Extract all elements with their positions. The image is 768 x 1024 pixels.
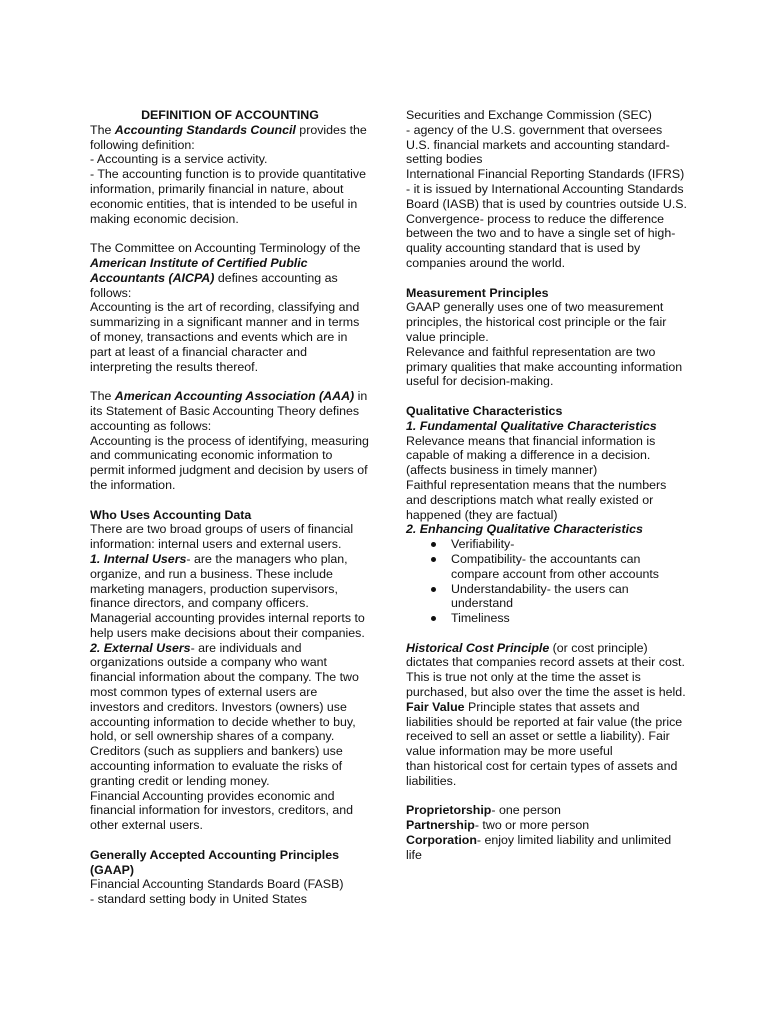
- measurement-heading: Measurement Principles: [406, 285, 549, 300]
- creditors: Creditors (such as suppliers and bankers) use accounting information to evaluate the risks of granting credit or lending money.: [90, 744, 343, 788]
- enhancing-list: [406, 537, 688, 626]
- list-item: Compatibility- the accountants can compare account from other accounts: [451, 552, 688, 582]
- spacer: [90, 833, 370, 848]
- spacer: [406, 626, 688, 641]
- list-item: Timeliness: [451, 611, 688, 626]
- gaap-heading: Generally Accepted Accounting Principles (GAAP): [90, 847, 340, 877]
- spacer: [406, 389, 688, 404]
- managerial-accounting: Managerial accounting provides internal reports to help users make decisions about their companies.: [90, 611, 365, 640]
- internal-users: 1. Internal Users- are the managers who plan, organize, and run a business. These include marketing managers, production supervisors, finance directors, and company officers.: [90, 551, 348, 611]
- spacer: [406, 789, 688, 804]
- sec-description: - agency of the U.S. government that oversees U.S. financial markets and accounting standard-setting bodies: [406, 122, 670, 167]
- fair-value: Fair Value Principle states that assets and liabilities should be reported at fair value (the price received to sell an asset or settle a liability). Fair value information may be more useful: [406, 699, 683, 759]
- bullet-icon: [431, 616, 436, 621]
- corporation: Corporation- enjoy limited liability and unlimited life: [406, 833, 672, 862]
- aicpa-definition-intro: The Committee on Accounting Terminology of the American Institute of Certified Public Accountants (AICPA) defines accounting as follows:: [90, 241, 361, 300]
- list-item: Verifiability-: [451, 537, 688, 552]
- internal-users-label: 1. Internal Users: [90, 551, 187, 566]
- aicpa-name: American Institute of Certified Public Accountants (AICPA): [90, 255, 308, 285]
- list-item: Understandability- the users can understand: [451, 582, 688, 612]
- fair-value-continued: than historical cost for certain types of assets and liabilities.: [406, 759, 678, 788]
- asc-point-1: - Accounting is a service activity.: [90, 152, 268, 167]
- ifrs-line: International Financial Reporting Standards (IFRS): [406, 167, 685, 182]
- historical-cost-label: Historical Cost Principle: [406, 640, 550, 655]
- spacer: [90, 493, 370, 508]
- asc-definition-intro: The Accounting Standards Council provides the following definition:: [90, 122, 367, 152]
- external-users: 2. External Users- are individuals and organizations outside a company who want financial information about the company. The two most common types of external users are investors and creditors. Investors (owners) use accounting information to decide whether to buy, hold, or sell ownership shares of a company.: [90, 640, 359, 744]
- right-column: [406, 108, 688, 863]
- spacer: [90, 374, 370, 389]
- aaa-definition-intro: The American Accounting Association (AAA) in its Statement of Basic Accounting Theory defines accounting as follows:: [90, 389, 368, 433]
- fasb-line: Financial Accounting Standards Board (FASB): [90, 877, 344, 892]
- spacer: [90, 226, 370, 241]
- aaa-definition-body: Accounting is the process of identifying, measuring and communicating economic information to permit informed judgment and decision by users of the information.: [90, 433, 369, 492]
- faithful-representation: Faithful representation means that the numbers and descriptions match what really existed or happened (they are factual): [406, 477, 667, 522]
- bullet-icon: [431, 587, 436, 592]
- spacer: [406, 271, 688, 286]
- proprietorship: Proprietorship- one person: [406, 803, 561, 818]
- partnership: Partnership- two or more person: [406, 818, 590, 833]
- historical-cost: Historical Cost Principle (or cost principle) dictates that companies record assets at their cost. This is true not only at the time the asset is purchased, but also over the time the asset is held.: [406, 640, 686, 700]
- measurement-p2: Relevance and faithful representation are two primary qualities that make accounting information useful for decision-making.: [406, 344, 683, 389]
- financial-accounting: Financial Accounting provides economic and financial information for investors, creditors, and other external users.: [90, 788, 354, 833]
- measurement-p1: GAAP generally uses one of two measurement principles, the historical cost principle or the fair value principle.: [406, 300, 667, 344]
- users-heading: Who Uses Accounting Data: [90, 507, 252, 522]
- fair-value-label: Fair Value: [406, 699, 465, 714]
- asc-name: Accounting Standards Council: [114, 122, 296, 137]
- users-intro: There are two broad groups of users of financial information: internal users and external users.: [90, 522, 354, 552]
- ifrs-description: - it is issued by International Accounting Standards Board (IASB) that is used by countries outside U.S.: [406, 181, 687, 211]
- enhancing-heading: 2. Enhancing Qualitative Characteristics: [406, 522, 643, 537]
- bullet-icon: [431, 542, 436, 547]
- left-column: [90, 108, 370, 907]
- external-users-label: 2. External Users: [90, 640, 191, 655]
- aicpa-definition-body: Accounting is the art of recording, classifying and summarizing in a significant manner and in terms of money, transactions and events which are in part at least of a financial character and interpreting the results thereof.: [90, 300, 360, 374]
- fasb-description: - standard setting body in United States: [90, 892, 307, 907]
- aaa-name: American Accounting Association (AAA): [114, 389, 355, 404]
- relevance: Relevance means that financial information is capable of making a difference in a decision. (affects business in timely manner): [406, 433, 656, 478]
- fundamental-heading: 1. Fundamental Qualitative Characteristics: [406, 418, 657, 433]
- convergence: Convergence- process to reduce the difference between the two and to have a single set of high-quality accounting standard that is used by companies around the world.: [406, 211, 676, 270]
- page-title: DEFINITION OF ACCOUNTING: [141, 108, 319, 122]
- asc-point-2: - The accounting function is to provide quantitative information, primarily financial in nature, about economic entities, that is intended to be useful in making economic decision.: [90, 167, 366, 226]
- qualitative-heading: Qualitative Characteristics: [406, 403, 563, 418]
- sec-line: Securities and Exchange Commission (SEC): [406, 108, 652, 122]
- bullet-icon: [431, 557, 436, 562]
